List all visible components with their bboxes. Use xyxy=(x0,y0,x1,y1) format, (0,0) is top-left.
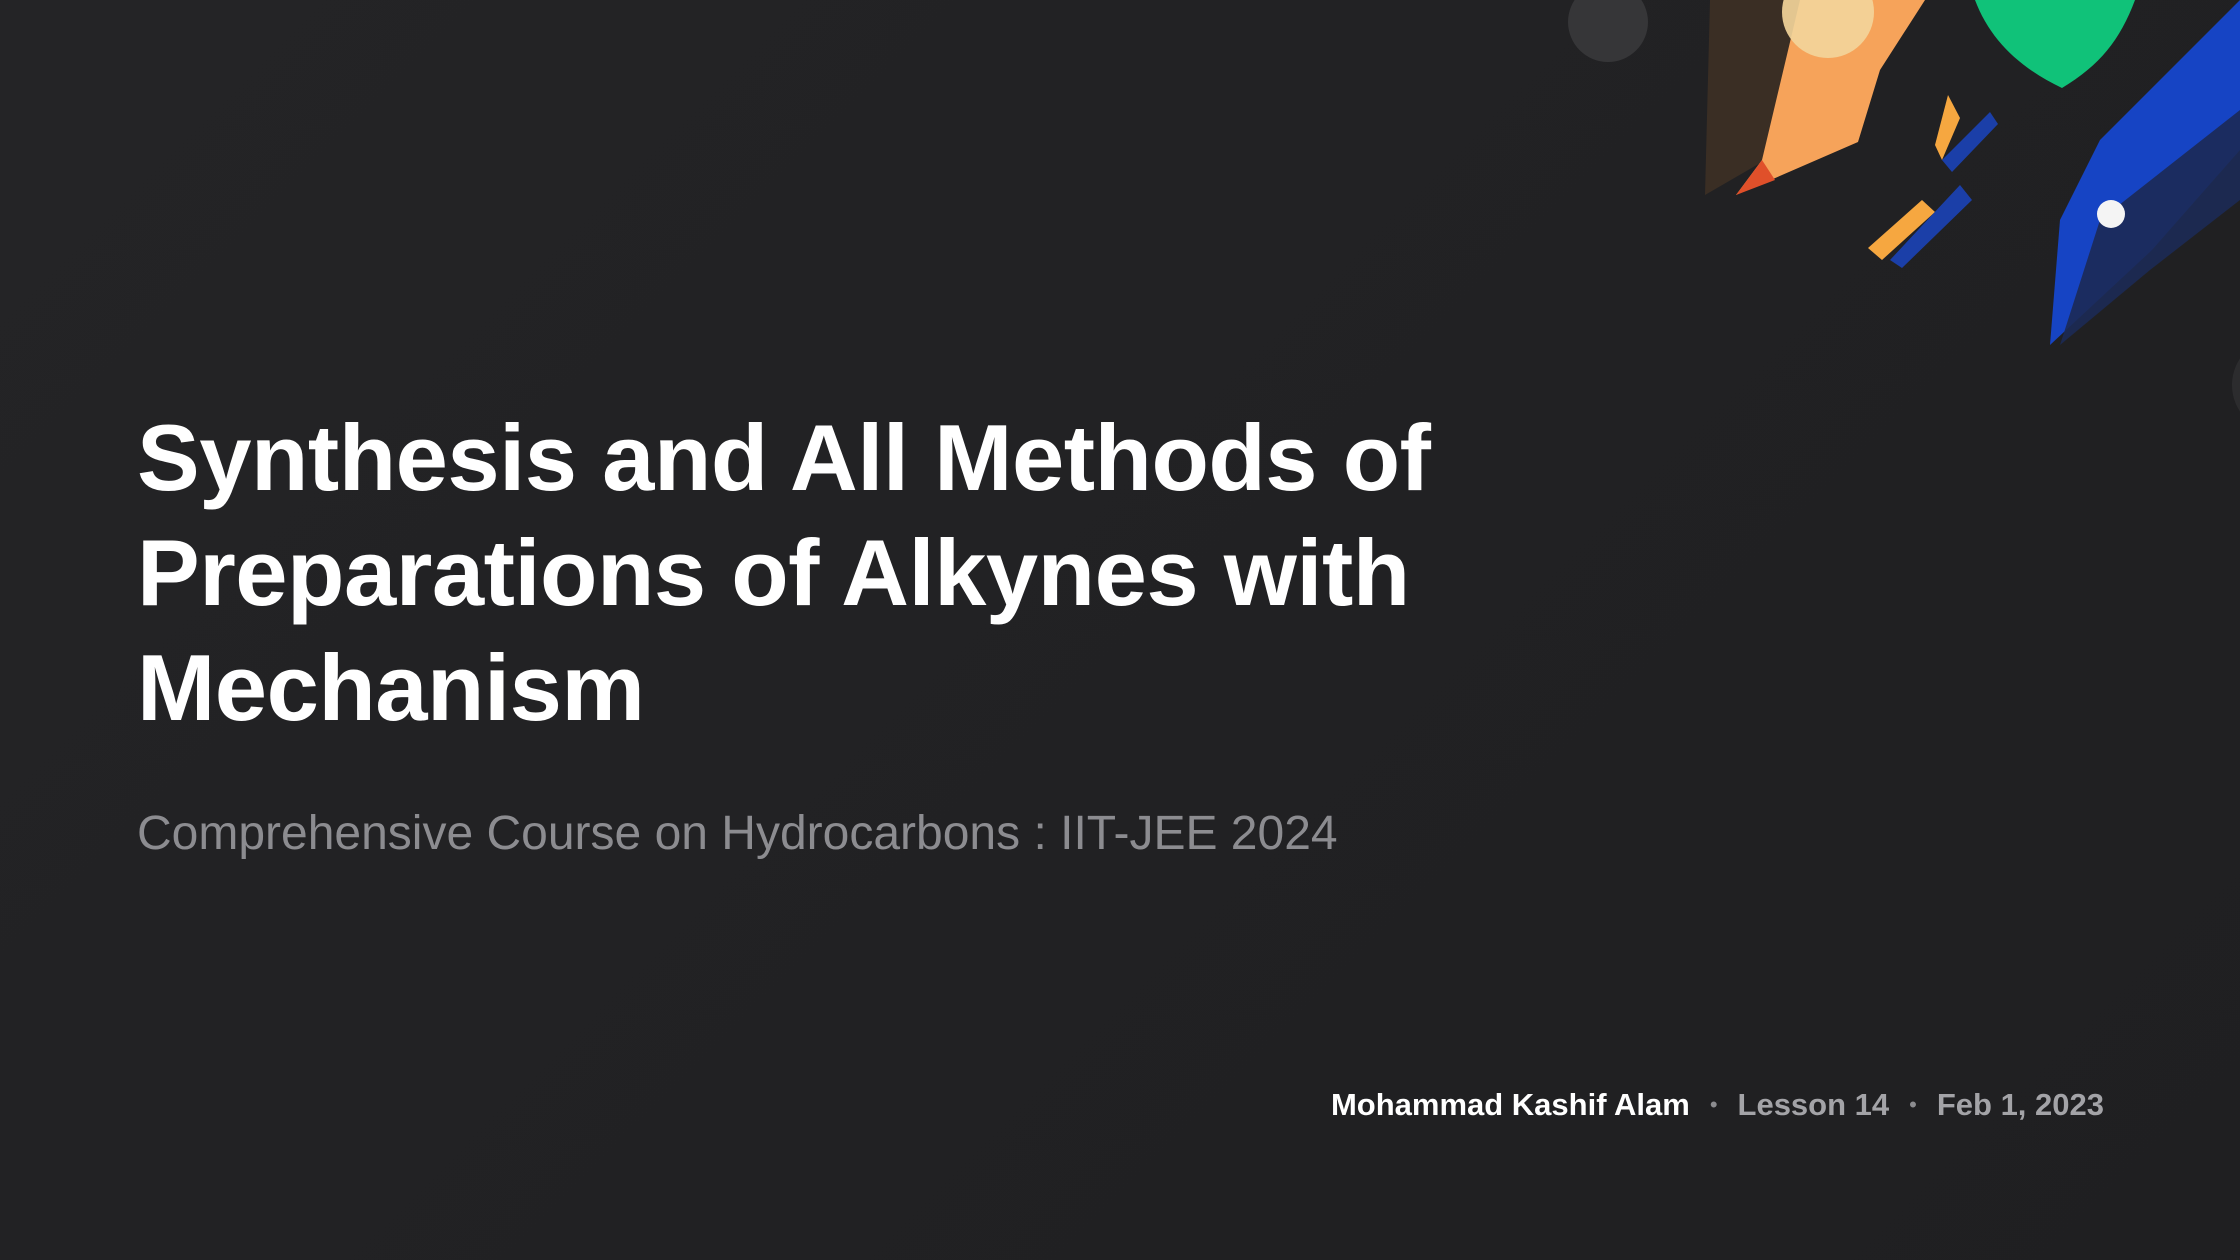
separator-dot: • xyxy=(1709,1092,1718,1117)
separator-dot: • xyxy=(1909,1092,1917,1117)
lesson-number: Lesson 14 xyxy=(1737,1087,1890,1122)
white-dot-shape xyxy=(2097,200,2125,228)
lesson-date: Feb 1, 2023 xyxy=(1936,1087,2104,1122)
author-name: Mohammad Kashif Alam xyxy=(1330,1087,1690,1122)
grey-circle-shape-right xyxy=(2232,337,2240,433)
lesson-meta-row xyxy=(1331,1085,2104,1125)
green-leaf-shape xyxy=(1975,0,2135,88)
decorative-shapes-illustration xyxy=(1540,0,2240,440)
course-subtitle: Comprehensive Course on Hydrocarbons : IIT-JEE 2024 xyxy=(137,807,1338,860)
grey-circle-shape xyxy=(1568,0,1648,62)
lesson-title: Synthesis and All Methods of Preparations of Alkynes with Mechanism xyxy=(137,405,1431,740)
